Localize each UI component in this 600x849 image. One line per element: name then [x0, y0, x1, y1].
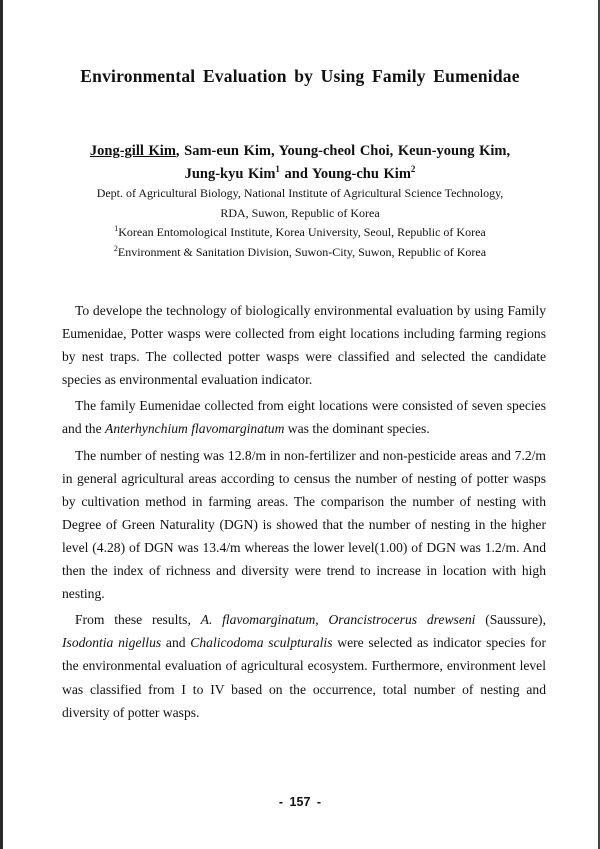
affiliation-line: $^2$Environment & Sanitation Division, Suwon-City, Suwon, Republic of Korea	[113, 243, 487, 259]
page-number: - 157 -	[278, 795, 322, 809]
affiliation-marker: 1	[275, 164, 280, 175]
paper-title: Environmental Evaluation by Using Family Eumenidae	[80, 66, 520, 86]
author-name-4: and Young-chu Kim	[279, 166, 411, 182]
affiliation-list	[40, 184, 560, 262]
affiliation-line: Dept. of Agricultural Biology, National Institute of Agricultural Science Technology,	[96, 186, 504, 200]
affiliation-line: RDA, Suwon, Republic of Korea	[220, 205, 380, 220]
corresponding-author: Jong-gill Kim	[89, 143, 176, 159]
abstract-paragraph: The family Eumenidae collected from eight locations were consisted of seven species and the Anterhynchium flavomarginatum was the dominant species.	[62, 398, 546, 437]
affiliation-line: $^1$Korean Entomological Institute, Korea University, Seoul, Republic of Korea	[114, 224, 486, 239]
author-names-1: , Sam-eun Kim, Young-cheol Choi, Keun-young Kim,	[175, 143, 511, 159]
abstract-paragraph: To develope the technology of biologically environmental evaluation by using Family Eumenidae, Potter wasps were collected from eight locations including farming regions by nest traps. The collected potter wasps were classified and selected the candidate species as environmental evaluation indicator.	[62, 303, 546, 388]
author-name-3: Jung-kyu Kim	[184, 166, 276, 182]
species-name: Orancistrocerus drewseni	[328, 612, 476, 628]
affiliation-marker: 2	[410, 164, 416, 175]
species-name: Anterhynchium flavomarginatum	[105, 421, 285, 437]
species-name: A. flavomarginatum	[200, 612, 316, 628]
affiliation-marker: 1	[114, 224, 119, 233]
affiliation-marker: 2	[113, 243, 118, 253]
species-name: Isodontia nigellus	[62, 635, 162, 651]
author-list	[40, 140, 560, 186]
abstract-paragraph: From these results, A. flavomarginatum, Orancistrocerus drewseni (Saussure), Isodontia nigellus and Chalicodoma sculpturalis were selected as indicator species for the environmental evaluation of agricultural ecosystem. Furthermore, environment level was classified from I to IV based on the occurrence, total number of nesting and diversity of potter wasps.	[62, 612, 546, 720]
abstract-paragraph: The number of nesting was 12.8/m in non-fertilizer and non-pesticide areas and 7.2/m in general agricultural areas according to census the number of nesting of potter wasps by cultivation method in farming areas. The comparison the number of nesting with Degree of Green Naturality (DGN) is showed that the number of nesting in the higher level (4.28) of DGN was 13.4/m whereas the lower level(1.00) of DGN was 1.2/m. And then the index of richness and diversity were trend to increase in location with high nesting.	[62, 447, 546, 602]
abstract-body	[62, 299, 546, 727]
species-name: Chalicodoma sculpturalis	[190, 635, 333, 651]
